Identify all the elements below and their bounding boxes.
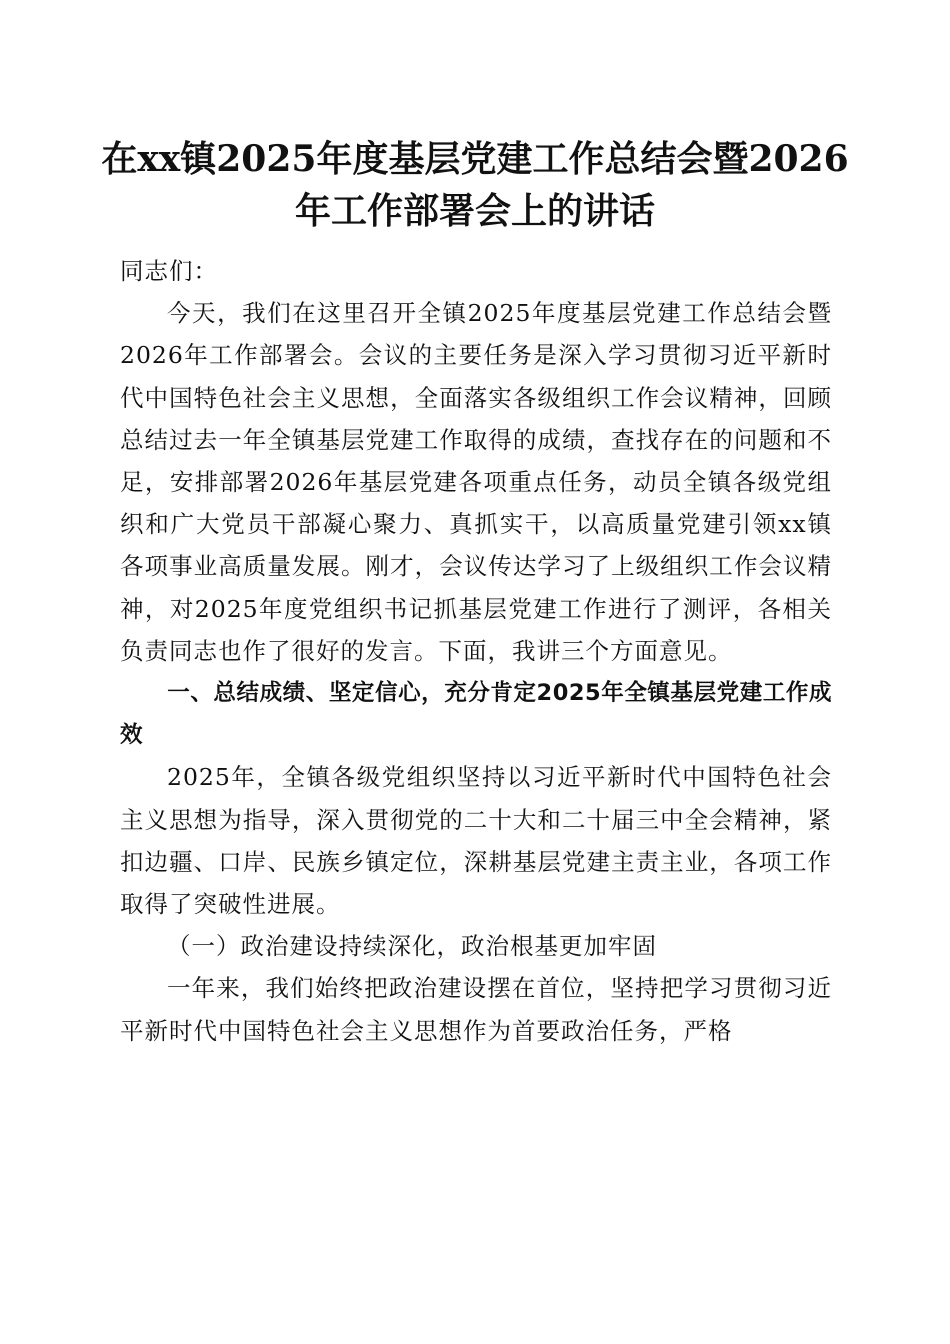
document-title: 在xx镇2025年度基层党建工作总结会暨2026年工作部署会上的讲话 [101, 138, 849, 232]
document-body [120, 250, 832, 1052]
intro-paragraph: 今天，我们在这里召开全镇2025年度基层党建工作总结会暨2026年工作部署会。会议的主要任务是深入学习贯彻习近平新时代中国特色社会主义思想，全面落实各级组织工作会议精神，回顾总结过去一年全镇基层党建工作取得的成绩，查找存在的问题和不足，安排部署2026年基层党建各项重点任务，动员全镇各级党组织和广大党员干部凝心聚力、真抓实干，以高质量党建引领xx镇各项事业高质量发展。刚才，会议传达学习了上级组织工作会议精神，对2025年度党组织书记抓基层党建工作进行了测评，各相关负责同志也作了很好的发言。下面，我讲三个方面意见。 [120, 299, 832, 665]
subsection-1-paragraph: 一年来，我们始终把政治建设摆在首位，坚持把学习贯彻习近平新时代中国特色社会主义思想作为首要政治任务，严格 [120, 974, 832, 1045]
subsection-heading-1: （一）政治建设持续深化，政治根基更加牢固 [167, 932, 657, 961]
salutation: 同志们： [120, 257, 218, 285]
section-1-paragraph: 2025年，全镇各级党组织坚持以习近平新时代中国特色社会主义思想为指导，深入贯彻党的二十大和二十届三中全会精神，紧扣边疆、口岸、民族乡镇定位，深耕基层党建主责主业，各项工作取得了突破性进展。 [120, 763, 832, 919]
section-heading-1: 一、总结成绩、坚定信心，充分肯定2025年全镇基层党建工作成效 [120, 680, 832, 749]
